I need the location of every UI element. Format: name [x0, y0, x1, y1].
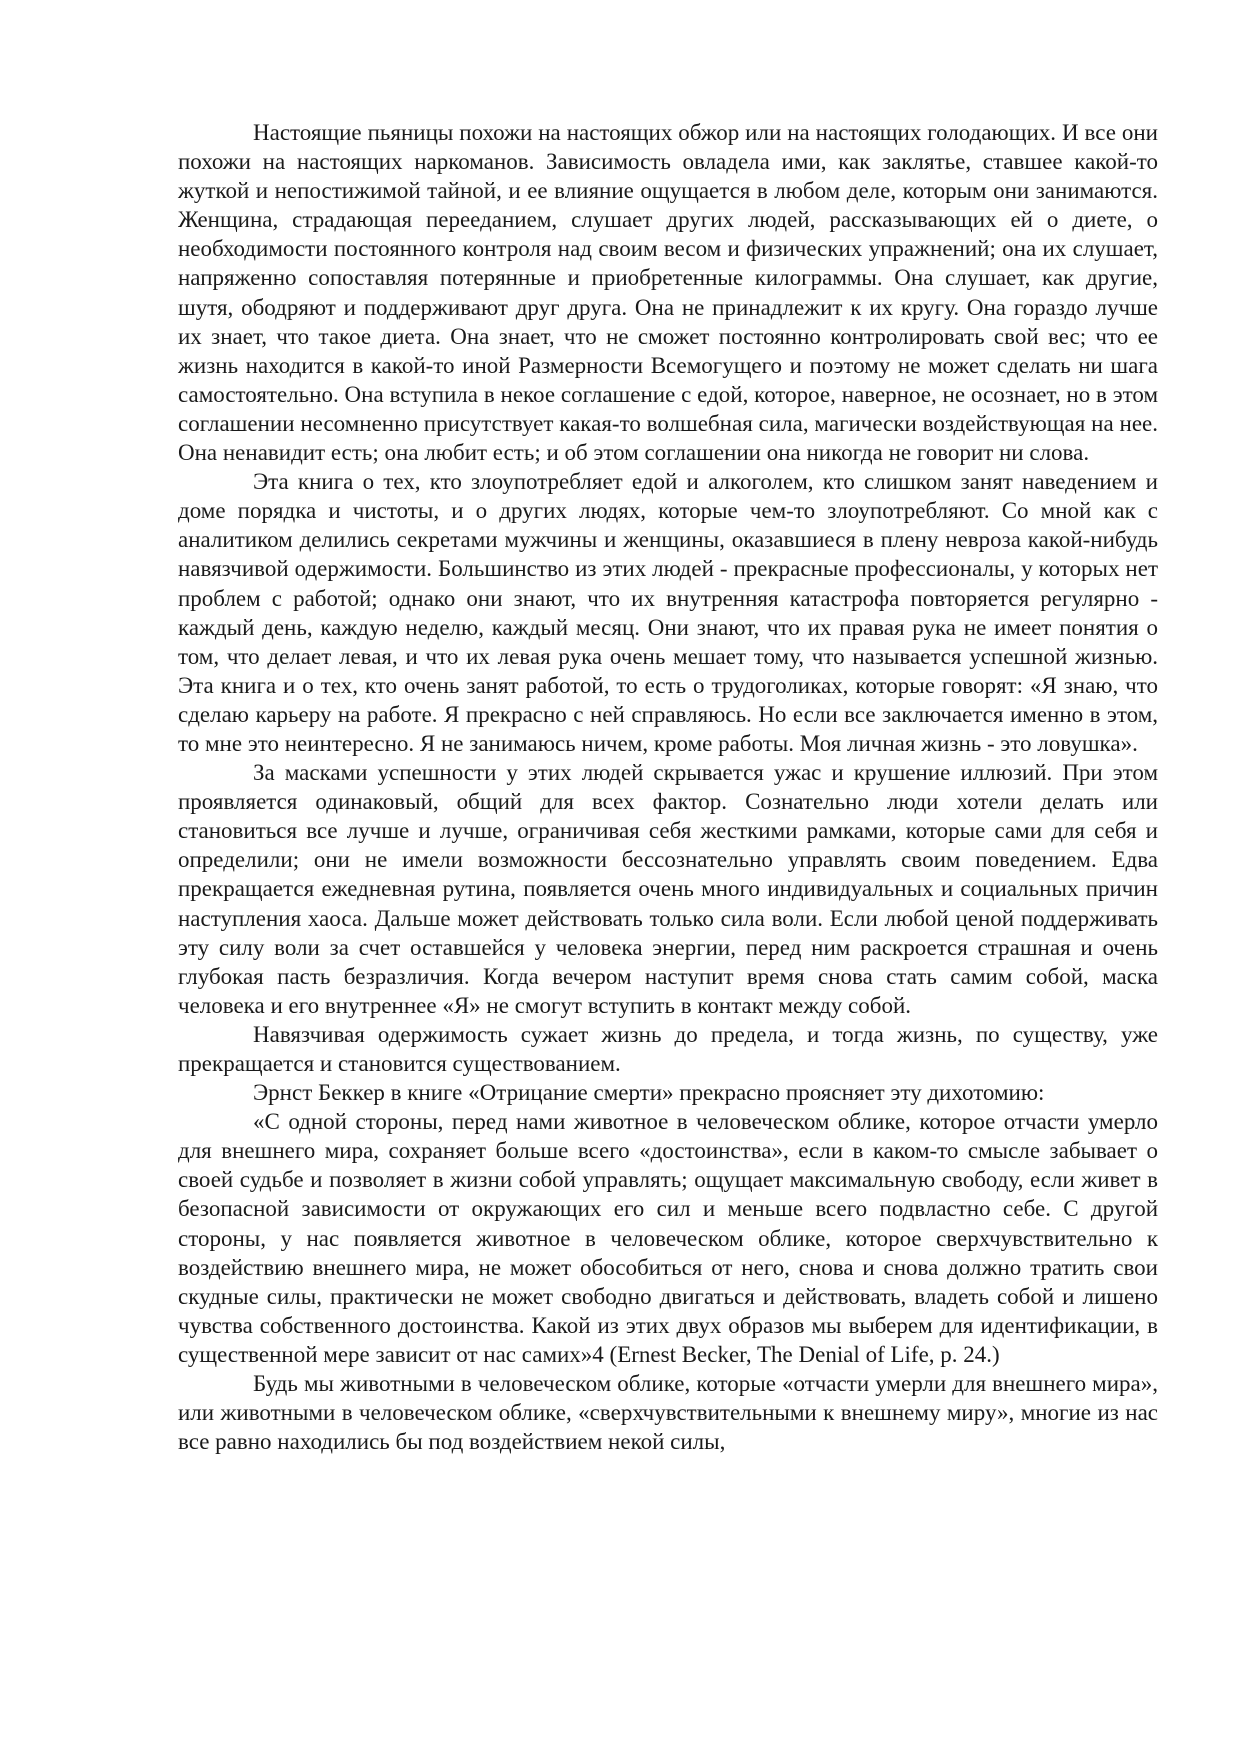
paragraph-2: Эта книга о тех, кто злоупотребляет едой и алкоголем, кто слишком занят наведением и доме порядка и чистоты, и о других людях, которые чем-то злоупотребляют. Со мной как с аналитиком делились секретами мужчины и женщины, оказавшиеся в плену невроза какой-нибудь навязчивой одержимости. Большинство из этих людей - прекрасные профессионалы, у которых нет проблем с работой; однако они знают, что их внутренняя катастрофа повторяется регулярно - каждый день, каждую неделю, каждый месяц. Они знают, что их правая рука не имеет понятия о том, что делает левая, и что их левая рука очень мешает тому, что называется успешной жизнью. Эта книга и о тех, кто очень занят работой, то есть о трудоголиках, которые говорят: «Я знаю, что сделаю карьеру на работе. Я прекрасно с ней справляюсь. Но если все заключается именно в этом, то мне это неинтересно. Я не занимаюсь ничем, кроме работы. Моя личная жизнь - это ловушка». — [178, 469, 1158, 756]
paragraph-3: За масками успешности у этих людей скрывается ужас и крушение иллюзий. При этом проявляется одинаковый, общий для всех фактор. Сознательно люди хотели делать или становиться все лучше и лучше, ограничивая себя жесткими рамками, которые сами для себя и определили; они не имели возможности бессознательно управлять своим поведением. Едва прекращается ежедневная рутина, появляется очень много индивидуальных и социальных причин наступления хаоса. Дальше может действовать только сила воли. Если любой ценой поддерживать эту силу воли за счет оставшейся у человека энергии, перед ним раскроется страшная и очень глубокая пасть безразличия. Когда вечером наступит время снова стать самим собой, маска человека и его внутреннее «Я» не смогут вступить в контакт между собой. — [178, 760, 1158, 1018]
document-page — [178, 118, 1158, 1456]
paragraph-5: Эрнст Беккер в книге «Отрицание смерти» прекрасно проясняет эту дихотомию: — [253, 1080, 1045, 1106]
paragraph-6-quote: «С одной стороны, перед нами животное в человеческом облике, которое отчасти умерло для внешнего мира, сохраняет больше всего «достоинства», если в каком-то смысле забывает о своей судьбе и позволяет в жизни собой управлять; ощущает максимальную свободу, если живет в безопасной зависимости от окружающих его сил и меньше всего подвластно себе. С другой стороны, у нас появляется животное в человеческом облике, которое сверхчувствительно к воздействию внешнего мира, не может обособиться от него, снова и снова должно тратить свои скудные силы, практически не может свободно двигаться и действовать, владеть собой и лишено чувства собственного достоинства. Какой из этих двух образов мы выберем для идентификации, в существенной мере зависит от нас самих»4 (Ernest Becker, The Denial of Life, p. 24.) — [178, 1109, 1158, 1367]
paragraph-7: Будь мы животными в человеческом облике, которые «отчасти умерли для внешнего мира», или животными в человеческом облике, «сверхчувствительными к внешнему миру», многие из нас все равно находились бы под воздействием некой силы, — [178, 1371, 1158, 1455]
paragraph-1: Настоящие пьяницы похожи на настоящих обжор или на настоящих голодающих. И все они похожи на настоящих наркоманов. Зависимость овладела ими, как заклятье, ставшее какой-то жуткой и непостижимой тайной, и ее влияние ощущается в любом деле, которым они занимаются. Женщина, страдающая перееданием, слушает других людей, рассказывающих ей о диете, о необходимости постоянного контроля над своим весом и физических упражнений; она их слушает, напряженно сопоставляя потерянные и приобретенные килограммы. Она слушает, как другие, шутя, ободряют и поддерживают друг друга. Она не принадлежит к их кругу. Она гораздо лучше их знает, что такое диета. Она знает, что не сможет постоянно контролировать свой вес; что ее жизнь находится в какой-то иной Размерности Всемогущего и поэтому не может сделать ни шага самостоятельно. Она вступила в некое соглашение с едой, которое, наверное, не осознает, но в этом соглашении несомненно присутствует какая-то волшебная сила, магически воздействующая на нее. Она ненавидит есть; она любит есть; и об этом соглашении она никогда не говорит ни слова. — [178, 120, 1158, 466]
paragraph-4: Навязчивая одержимость сужает жизнь до предела, и тогда жизнь, по существу, уже прекращается и становится существованием. — [178, 1021, 1158, 1076]
